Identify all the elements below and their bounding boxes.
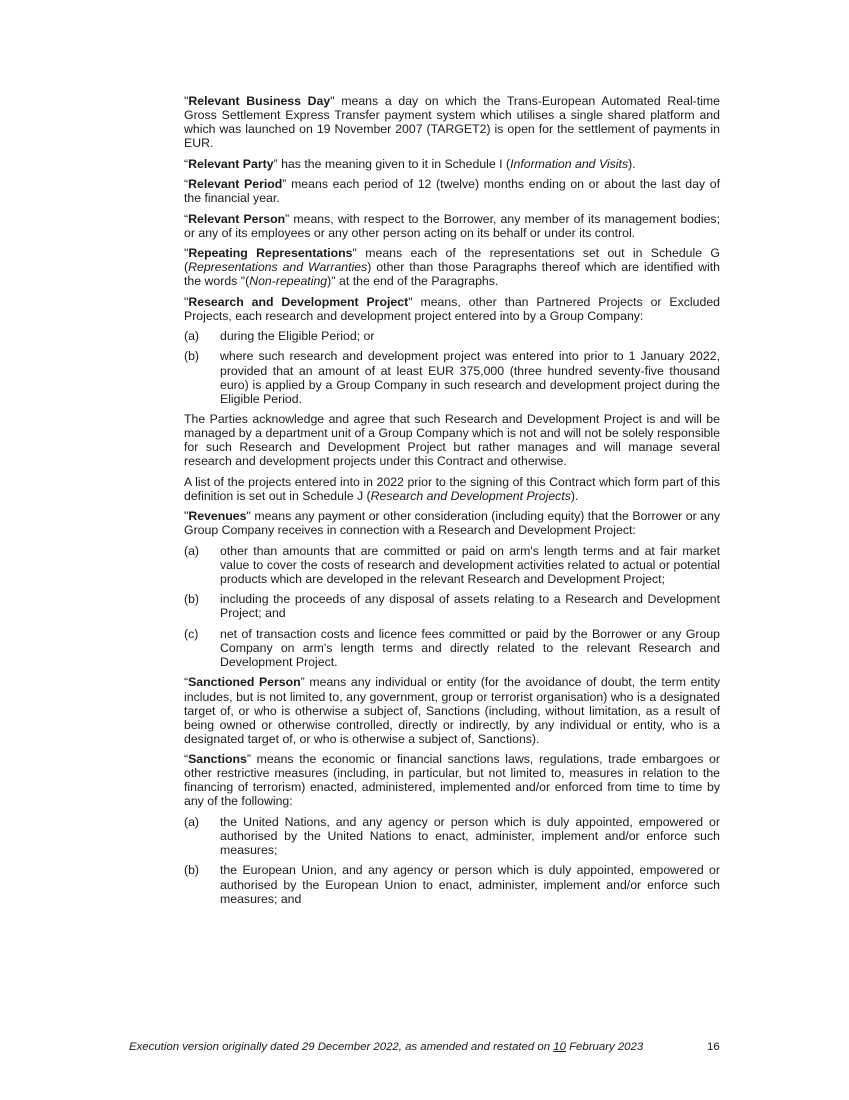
- list-item-label: (b): [184, 349, 200, 364]
- definition-relevant-person: “Relevant Person” means, with respect to the Borrower, any member of its management bodies; or any of its employees or any other person acting on its behalf or under its control.: [184, 211, 720, 240]
- defined-term: Repeating Representations: [188, 246, 353, 261]
- definition-relevant-period: “Relevant Period” means each period of 12 (twelve) months ending on or about the last day of the financial year.: [184, 177, 720, 206]
- list-item-label: (a): [184, 814, 200, 829]
- definition-sanctioned-person: “Sanctioned Person” means any individual or entity (for the avoidance of doubt, the term entity includes, but is not limited to, any government, group or terrorist organisation) who is a designated target of, or who is otherwise a subject of, Sanctions (including, without limitation, as a result of being owned or otherwise controlled, directly or indirectly, by any individual or entity, who is a designated target of, or who is otherwise a subject of, Sanctions).: [184, 675, 720, 746]
- list-item-label: (a): [184, 543, 200, 558]
- definition-relevant-party: “Relevant Party” has the meaning given to it in Schedule I (Information and Visits).: [184, 156, 636, 171]
- defined-term: Relevant Party: [188, 156, 274, 171]
- list-item-text: the United Nations, and any agency or person which is duly appointed, empowered or authorised by the United Nations to enact, administer, implement and/or enforce such measures;: [220, 814, 720, 858]
- list-item-text: other than amounts that are committed or paid on arm's length terms and at fair market value to cover the costs of research and development activities related to actual or potential products which are developed in the relevant Research and Development Project;: [220, 543, 720, 586]
- page-number: 16: [707, 1041, 720, 1053]
- list-item: [184, 349, 720, 405]
- footer-date-underlined: 10: [553, 1041, 566, 1053]
- list-item-text: during the Eligible Period; or: [220, 329, 375, 344]
- list-item-text: where such research and development project was entered into prior to 1 January 2022, provided that an amount of at least EUR 375,000 (three hundred seventy-five thousand euro) is applied by a Group Company in such research and development project during the Eligible Period.: [220, 349, 720, 406]
- list-item: [184, 863, 720, 905]
- list-item-label: (c): [184, 626, 199, 641]
- defined-term: Relevant Period: [188, 177, 283, 192]
- paragraph-project-list: A list of the projects entered into in 2022 prior to the signing of this Contract which form part of this definition is set out in Schedule J (Research and Development Projects).: [184, 474, 720, 503]
- list-item: [184, 592, 720, 620]
- schedule-reference: Information and Visits: [510, 156, 629, 171]
- list-item-text: including the proceeds of any disposal of assets relating to a Research and Development Project; and: [220, 592, 720, 621]
- list-item: [184, 627, 720, 669]
- list-item: [184, 329, 720, 343]
- list-item-label: (b): [184, 863, 200, 878]
- list-item: [184, 815, 720, 857]
- defined-term: Research and Development Project: [188, 294, 409, 309]
- defined-term: Sanctioned Person: [188, 675, 301, 690]
- list-item-text: the European Union, and any agency or person which is duly appointed, empowered or authorised by the European Union to enact, administer, implement and/or enforce such measures; and: [220, 863, 720, 906]
- defined-term: Sanctions: [188, 752, 247, 767]
- list-item-label: (b): [184, 592, 200, 607]
- schedule-reference: Research and Development Projects: [370, 488, 571, 503]
- list-item-text: net of transaction costs and licence fees committed or paid by the Borrower or any Group Company on arm's length terms and directly related to the relevant Research and Development Project.: [220, 626, 720, 670]
- definition-repeating-representations: "Repeating Representations" means each of the representations set out in Schedule G (Representations and Warranties) other than those Paragraphs thereof which are identified with the words "(Non-repeating)" at the end of the Paragraphs.: [184, 246, 721, 289]
- list-item-label: (a): [184, 329, 200, 344]
- defined-term: Relevant Person: [188, 211, 286, 226]
- defined-term: Relevant Business Day: [188, 94, 331, 108]
- definition-sanctions: “Sanctions” means the economic or financial sanctions laws, regulations, trade embargoes or other restrictive measures (including, in particular, but not limited to, measures in relation to the financing of terrorism) enacted, administered, implemented and/or enforced from time to time by any of the following:: [184, 752, 720, 809]
- footer-version-text: Execution version originally dated 29 December 2022, as amended and restated on 10 February 2023: [129, 1041, 644, 1053]
- paragraph-acknowledgement: The Parties acknowledge and agree that such Research and Development Project is and will be managed by a department unit of a Group Company which is not and will not be solely responsible for such Research and Development Project but rather manages and will manage several research and development projects under this Contract and otherwise.: [184, 412, 720, 469]
- defined-term: Revenues: [188, 509, 247, 524]
- definition-research-and-development-project: "Research and Development Project" means, other than Partnered Projects or Excluded Projects, each research and development project entered into by a Group Company:: [184, 294, 721, 323]
- italic-phrase: Non-repeating: [249, 274, 328, 289]
- list-item: [184, 544, 720, 586]
- definition-revenues: "Revenues" means any payment or other consideration (including equity) that the Borrower or any Group Company receives in connection with a Research and Development Project:: [184, 509, 720, 538]
- definitions-section: [184, 94, 720, 912]
- schedule-reference: Representations and Warranties: [188, 260, 368, 275]
- definition-relevant-business-day: "Relevant Business Day" means a day on which the Trans-European Automated Real-time Gross Settlement Express Transfer payment system which utilises a single shared platform and which was launched on 19 November 2007 (TARGET2) is open for the settlement of payments in EUR.: [184, 94, 721, 151]
